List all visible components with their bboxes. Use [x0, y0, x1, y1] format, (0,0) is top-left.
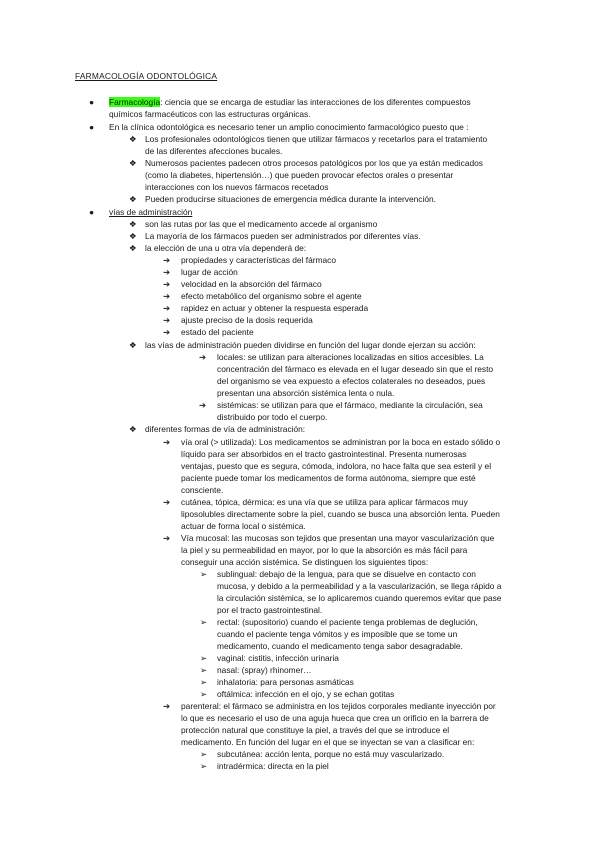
arrow-bullet-icon: ➔	[199, 352, 207, 362]
text-line: protección natural que constituye la piel, a través del que se introduce el	[181, 725, 450, 735]
text-line: paciente puede tomar los medicamentos de forma autónoma, siempre que esté	[181, 473, 476, 483]
text-line: la circulación sistémica, se lo aplicaremos cuando queremos evitar que pase	[217, 593, 502, 603]
arrow-bullet-icon: ➔	[163, 267, 171, 277]
arrow-bullet-icon: ➔	[163, 533, 171, 543]
text-line: liposolubles directamente sobre la piel, cuando se busca una absorción lenta. Pueden	[181, 509, 500, 519]
list-item: propiedades y características del fármaco	[181, 255, 337, 265]
bullet-diamond-icon: ❖	[129, 219, 137, 229]
text-line: mucosa, y debido a la permeabilidad y a la vascularización, se llega rápido a	[217, 581, 502, 591]
text-line: conseguir una acción sistémica. Se distinguen los siguientes tipos:	[181, 557, 429, 567]
arrow-bullet-icon: ➔	[163, 497, 171, 507]
text-line: de las diferentes afecciones bucales.	[145, 146, 283, 156]
text-line: parenteral: el fármaco se administra en los tejidos corporales mediante inyección por	[181, 701, 496, 711]
text-line: rectal: (supositorio) cuando el paciente tenga problemas de deglución,	[217, 617, 478, 627]
text-line: del organismo se vea expuesto a efectos colaterales no deseados, pues	[217, 376, 486, 386]
text-line: sistémicas: se utilizan para que el fármaco, mediante la circulación, sea	[217, 400, 483, 410]
text-line: la elección de una u otra vía dependerá de:	[145, 243, 307, 253]
bullet-diamond-icon: ❖	[129, 194, 137, 204]
text-line: presentan una absorción sistémica lenta o nula.	[217, 388, 395, 398]
text-line: vía oral (> utilizada): Los medicamentos se administran por la boca en estado sólido o	[181, 437, 501, 447]
bullet-diamond-icon: ❖	[129, 243, 137, 253]
text-line: ventajas, puesto que es segura, cómoda, indolora, no hace falta que sea esteril y el	[181, 461, 492, 471]
definition-line	[109, 96, 471, 108]
bullet-diamond-icon: ❖	[129, 231, 137, 241]
list-item: velocidad en la absorción del fármaco	[181, 279, 322, 289]
text-line: (como la diabetes, hipertensión…) que pueden provocar efectos orales o presentar	[145, 170, 454, 180]
text-line: subcutánea: acción lenta, porque no está muy vascularizado.	[217, 749, 445, 759]
text-line: inhalatoria: para personas asmáticas	[217, 677, 354, 687]
arrow-bullet-icon: ➔	[163, 437, 171, 447]
text-line: En la clínica odontológica es necesario tener un amplio conocimiento farmacológico puesto que :	[109, 122, 469, 132]
list-item: efecto metabólico del organismo sobre el agente	[181, 291, 362, 301]
section-heading: vías de administración	[109, 207, 193, 217]
bullet-dot-icon: ●	[89, 122, 95, 132]
triangle-bullet-icon: ➢	[200, 653, 208, 663]
text-line: locales: se utilizan para alteraciones localizadas en sitios accesibles. La	[217, 352, 484, 362]
triangle-bullet-icon: ➢	[200, 749, 208, 759]
arrow-bullet-icon: ➔	[163, 279, 171, 289]
text-line: Los profesionales odontológicos tienen que utilizar fármacos y recetarlos para el tratamiento	[145, 134, 488, 144]
list-item: ajuste preciso de la dosis requerida	[181, 315, 313, 325]
text-line: líquido para ser absorbidos en el tracto gastrointestinal. Presenta numerosas	[181, 449, 467, 459]
list-item: lugar de acción	[181, 267, 238, 277]
list-item: estado del paciente	[181, 327, 254, 337]
text-line: por el tracto gastrointestinal.	[217, 605, 323, 615]
text-line: interacciones con los nuevos fármacos recetados	[145, 182, 329, 192]
text-line: La mayoría de los fármacos pueden ser administrados por diferentes vías.	[145, 231, 421, 241]
text-line: vaginal: cistitis, infección urinaria	[217, 653, 339, 663]
bullet-dot-icon: ●	[89, 207, 95, 217]
definition-text: : ciencia que se encarga de estudiar las interacciones de los diferentes compuestos	[160, 97, 471, 107]
text-line: son las rutas por las que el medicamento accede al organismo	[145, 219, 378, 229]
text-line: Pueden producirse situaciones de emergencia médica durante la intervención.	[145, 194, 436, 204]
triangle-bullet-icon: ➢	[200, 665, 208, 675]
bullet-diamond-icon: ❖	[129, 134, 137, 144]
text-line: sublingual: debajo de la lengua, para que se disuelve en contacto con	[217, 569, 476, 579]
arrow-bullet-icon: ➔	[163, 255, 171, 265]
arrow-bullet-icon: ➔	[163, 315, 171, 325]
bullet-diamond-icon: ❖	[129, 340, 137, 350]
arrow-bullet-icon: ➔	[163, 291, 171, 301]
triangle-bullet-icon: ➢	[200, 761, 208, 771]
text-line: intradérmica: directa en la piel	[217, 761, 329, 771]
triangle-bullet-icon: ➢	[200, 617, 208, 627]
arrow-bullet-icon: ➔	[163, 303, 171, 313]
list-item: rapidez en actuar y obtener la respuesta esperada	[181, 303, 369, 313]
triangle-bullet-icon: ➢	[200, 689, 208, 699]
text-line: Vía mucosal: las mucosas son tejidos que presentan una mayor vascularización que	[181, 533, 495, 543]
bullet-diamond-icon: ❖	[129, 424, 137, 434]
text-line: medicamento. En función del lugar en el que se inyectan se van a clasificar en:	[181, 737, 475, 747]
triangle-bullet-icon: ➢	[200, 677, 208, 687]
text-line: actuar de forma local o sistémica.	[181, 521, 306, 531]
text-line: consciente.	[181, 485, 224, 495]
bullet-diamond-icon: ❖	[129, 158, 137, 168]
text-line: cuando el paciente tenga vómitos y es imposible que se tome un	[217, 629, 458, 639]
text-line: Numerosos pacientes padecen otros procesos patológicos por los que ya están medicados	[145, 158, 483, 168]
text-line: químicos farmacéuticos con las estructuras orgánicas.	[109, 109, 311, 119]
arrow-bullet-icon: ➔	[163, 701, 171, 711]
text-line: oftálmica: infección en el ojo, y se echan gotitas	[217, 689, 395, 699]
text-line: las vías de administración pueden dividirse en función del lugar donde ejerzan su acción:	[145, 340, 476, 350]
triangle-bullet-icon: ➢	[200, 569, 208, 579]
arrow-bullet-icon: ➔	[199, 400, 207, 410]
arrow-bullet-icon: ➔	[163, 327, 171, 337]
text-line: la piel y su permeabilidad en mayor, por lo que la absorción es más fácil para	[181, 545, 468, 555]
text-line: cutánea, tópica, dérmica: es una vía que se utiliza para aplicar fármacos muy	[181, 497, 468, 507]
text-line: distribuido por todo el cuerpo.	[217, 412, 328, 422]
text-line: diferentes formas de vía de administración:	[145, 424, 306, 434]
text-line: nasal: (spray) rhinomer…	[217, 665, 312, 675]
highlighted-term: Farmacología	[109, 97, 161, 107]
text-line: lo que es necesario el uso de una aguja hueca que crea un orificio en la barrera de	[181, 713, 489, 723]
page-title: FARMACOLOGÍA ODONTOLÓGICA	[75, 71, 218, 81]
text-line: medicamento, cuando el medicamento tenga sabor desagradable.	[217, 641, 463, 651]
bullet-dot-icon: ●	[89, 97, 95, 107]
text-line: concentración del fármaco es elevada en el lugar deseado sin que el resto	[217, 364, 494, 374]
